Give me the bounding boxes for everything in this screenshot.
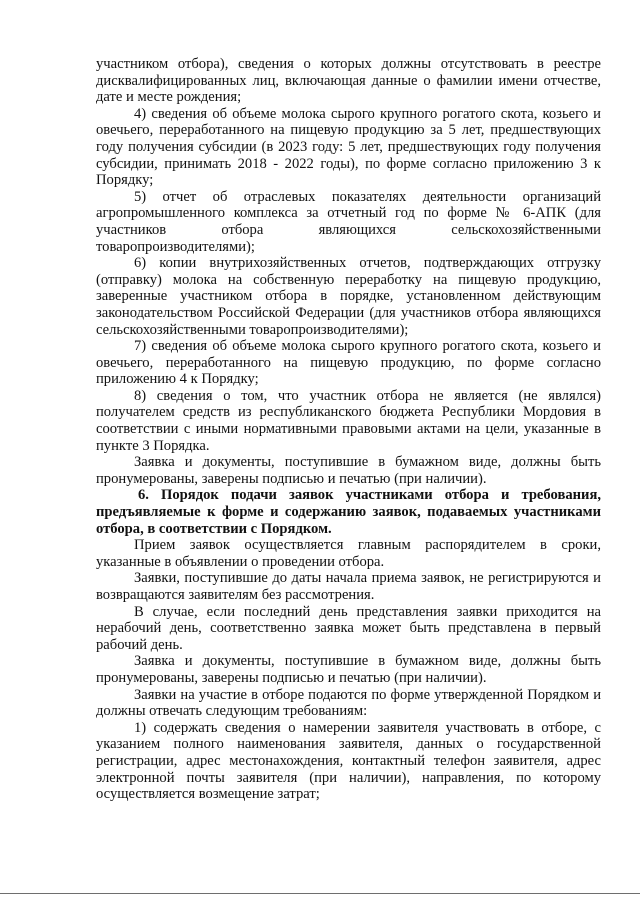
- list-item-4: 4) сведения об объеме молока сырого крупного рогатого скота, козьего и овечьего, переработанного на пищевую продукцию за 5 лет, предшествующих году получения субсидии (в 2023 году: 5 лет, предшествующих году получения субсидии, принимать 2018 - 2022 годы), по форме согласно приложению 3 к Порядку;: [96, 105, 601, 189]
- document-page: [96, 56, 601, 803]
- paragraph-continuation: участником отбора), сведения о которых должны отсутствовать в реестре дисквалифицированных лиц, включающая данные о фамилии имени отчестве, дате и месте рождения;: [96, 56, 601, 106]
- paragraph-paper-documents: Заявка и документы, поступившие в бумажном виде, должны быть пронумерованы, заверены подписью и печатью (при наличии).: [96, 653, 601, 686]
- list-item-7: 7) сведения об объеме молока сырого крупного рогатого скота, козьего и овечьего, переработанного на пищевую продукцию, по форме согласно приложению 4 к Порядку;: [96, 338, 601, 388]
- list-item-8: 8) сведения о том, что участник отбора не является (не являлся) получателем средств из республиканского бюджета Республики Мордовия в соответствии с иными нормативными правовыми актами на цели, указанные в пункте 3 Порядка.: [96, 387, 601, 454]
- paragraph-early-applications: Заявки, поступившие до даты начала приема заявок, не регистрируются и возвращаются заявителям без рассмотрения.: [96, 570, 601, 603]
- paragraph-non-working-day: В случае, если последний день представления заявки приходится на нерабочий день, соответственно заявка может быть представлена в первый рабочий день.: [96, 603, 601, 653]
- page-bottom-divider: [0, 893, 640, 894]
- list-item-6: 6) копии внутрихозяйственных отчетов, подтверждающих отгрузку (отправку) молока на собственную переработку на пищевую продукцию, заверенные участником отбора в порядке, установленном действующим законодательством Российской Федерации (для участников отбора являющихся сельскохозяйственными товаропроизводителями);: [96, 255, 601, 338]
- paragraph-application-requirements: Заявки на участие в отборе подаются по форме утвержденной Порядком и должны отвечать следующим требованиям:: [96, 686, 601, 720]
- paragraph-application-intake: Прием заявок осуществляется главным распорядителем в сроки, указанные в объявлении о проведении отбора.: [96, 537, 601, 570]
- paragraph-numbering-requirement: Заявка и документы, поступившие в бумажном виде, должны быть пронумерованы, заверены подписью и печатью (при наличии).: [96, 454, 601, 487]
- list-item-5: 5) отчет об отраслевых показателях деятельности организаций агропромышленного комплекса за отчетный год по форме № 6-АПК (для участников отбора являющихся сельскохозяйственными товаропроизводителями);: [96, 188, 601, 255]
- list-item-1: 1) содержать сведения о намерении заявителя участвовать в отборе, с указанием полного наименования заявителя, данных о государственной регистрации, адрес местонахождения, контактный телефон заявителя, адрес электронной почты заявителя (при наличии), направления, по которому осуществляется возмещение затрат;: [96, 719, 601, 803]
- section-heading-6: 6. Порядок подачи заявок участниками отбора и требования, предъявляемые к форме и содержанию заявок, подаваемых участниками отбора, в соответствии с Порядком.: [96, 487, 601, 537]
